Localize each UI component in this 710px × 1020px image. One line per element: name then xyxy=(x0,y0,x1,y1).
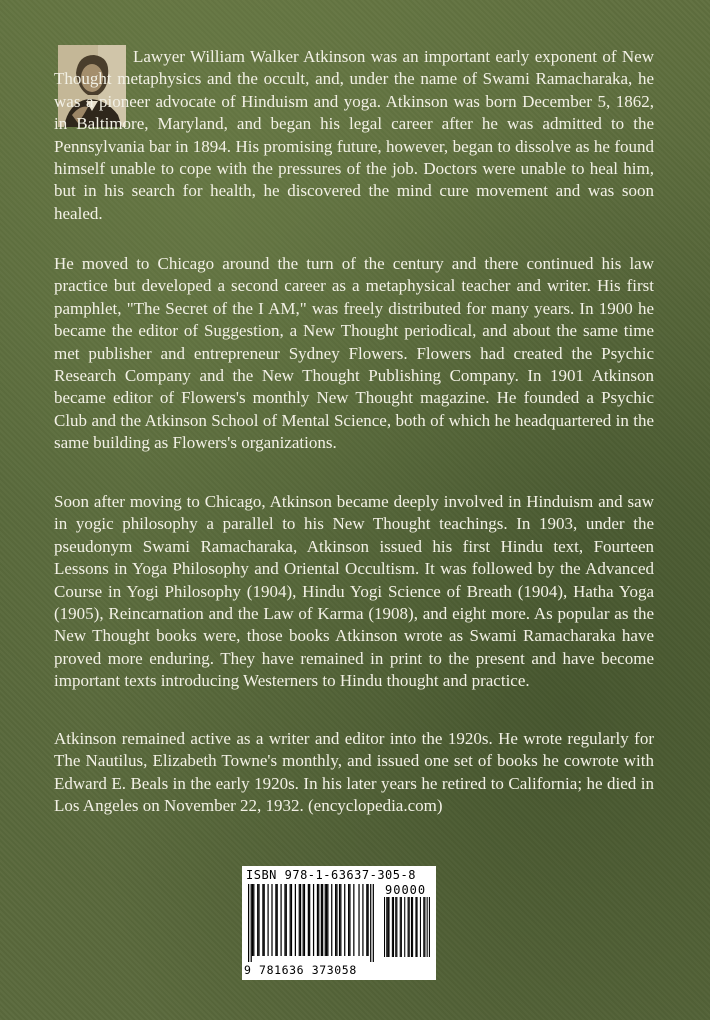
barcode-bar xyxy=(404,897,405,957)
barcode-bar xyxy=(429,897,430,957)
barcode-bar xyxy=(325,884,326,956)
barcode-bar xyxy=(335,884,336,956)
bio-paragraph-1: Lawyer William Walker Atkinson was an important early exponent of New Thought metaphysics and the occult, and, under the name of Swami Ramacharaka, he was a pioneer advocate of Hinduism and yoga. Atkinson was born December 5, 1862, in Baltimore, Maryland, and began his legal career after he was admitted to the Pennsylvania bar in 1894. His promising future, however, began to dissolve as he found himself unable to cope with the pressures of the job. Doctors were unable to heal him, but in his search for health, he discovered the mind cure movement and was soon healed. xyxy=(54,47,654,223)
barcode-bar xyxy=(318,884,319,956)
barcode-bar xyxy=(368,884,369,956)
barcode-bar xyxy=(271,884,272,956)
barcode-bar xyxy=(392,897,393,957)
barcode-bar xyxy=(417,897,418,957)
barcode-bar xyxy=(308,884,309,956)
barcode-bar xyxy=(358,884,359,956)
barcode-addon-number: 90000 xyxy=(385,883,427,897)
barcode-bar xyxy=(251,884,252,962)
barcode-bar xyxy=(424,897,425,957)
isbn-label: ISBN 978-1-63637-305-8 xyxy=(246,868,416,882)
barcode-bar xyxy=(304,884,305,956)
barcode-bar xyxy=(395,897,396,957)
barcode-bar xyxy=(258,884,259,956)
barcode-bar xyxy=(420,897,421,957)
barcode-bar xyxy=(349,884,350,956)
barcode-bar xyxy=(387,897,388,957)
barcode-bar xyxy=(362,884,363,956)
barcode-bar xyxy=(299,884,300,956)
barcode-bar xyxy=(415,897,416,957)
barcode-bar xyxy=(401,897,402,957)
bio-paragraph-4: Atkinson remained active as a writer and editor into the 1920s. He wrote regularly for The Nautilus, Elizabeth Towne's monthly, and issued one set of books he cowrote with Edward E. Beals in the early 1920s. In his later years he retired to California; he died in Los Angeles on November 22, 1932. (encyclopedia.com) xyxy=(54,729,654,816)
barcode-bar xyxy=(290,884,291,956)
barcode-bar xyxy=(336,884,337,956)
barcode-bar xyxy=(286,884,287,956)
barcode-bar xyxy=(264,884,265,956)
barcode-bar xyxy=(253,884,254,956)
barcode-bar xyxy=(427,897,428,957)
barcode-bar xyxy=(248,884,249,962)
barcode-bar xyxy=(262,884,263,956)
barcode-bar xyxy=(322,884,323,956)
isbn-barcode xyxy=(242,866,436,980)
barcode-bar xyxy=(366,884,367,956)
barcode-bar xyxy=(411,897,412,957)
barcode-bar xyxy=(340,884,341,956)
ean-number: 9 781636 373058 xyxy=(244,963,357,977)
bio-paragraph-2: He moved to Chicago around the turn of the century and there continued his law practice but developed a second career as a metaphysical teacher and writer. His first pamphlet, "The Secret of the I AM," was freely distributed for many years. In 1900 he became the editor of Suggestion, a New Thought periodical, and about the same time met publisher and entrepreneur Sydney Flowers. Flowers had created the Psychic Research Company and the New Thought Publishing Company. In 1901 Atkinson became editor of Flowers's monthly New Thought magazine. He founded a Psychic Club and the Atkinson School of Mental Science, both of which he headquartered in the same building as Flowers's organizations. xyxy=(54,254,654,453)
barcode-bar xyxy=(339,884,340,956)
barcode-bar xyxy=(344,884,345,956)
barcode-bar xyxy=(303,884,304,956)
barcode-bar xyxy=(384,897,385,957)
barcode-bar xyxy=(284,884,285,956)
barcode-bar xyxy=(277,884,278,956)
barcode-bar xyxy=(370,884,371,962)
barcode-bar xyxy=(412,897,413,957)
barcode-bar xyxy=(331,884,332,956)
barcode-bar xyxy=(321,884,322,956)
barcode-bar xyxy=(353,884,354,956)
addon-barcode-bars xyxy=(384,897,430,963)
barcode-bar xyxy=(252,884,253,956)
barcode-bar xyxy=(309,884,310,956)
barcode-bar xyxy=(409,897,410,957)
barcode-bar xyxy=(275,884,276,956)
barcode-bar xyxy=(388,897,389,957)
barcode-bar xyxy=(348,884,349,956)
ean-barcode-bars xyxy=(248,884,374,962)
barcode-bar xyxy=(396,897,397,957)
barcode-bar xyxy=(291,884,292,956)
barcode-bar xyxy=(317,884,318,956)
barcode-bar xyxy=(408,897,409,957)
barcode-bar xyxy=(386,897,387,957)
barcode-bar xyxy=(267,884,268,956)
barcode-bar xyxy=(257,884,258,956)
barcode-bar xyxy=(373,884,374,962)
barcode-bar xyxy=(393,897,394,957)
barcode-bar xyxy=(300,884,301,956)
barcode-bar xyxy=(327,884,328,956)
barcode-bar xyxy=(400,897,401,957)
bio-paragraph-3: Soon after moving to Chicago, Atkinson became deeply involved in Hinduism and saw in yogic philosophy a parallel to his New Thought teachings. In 1903, under the pseudonym Swami Ramacharaka, Atkinson issued his first Hindu text, Fourteen Lessons in Yoga Philosophy and Oriental Occultism. It was followed by the Advanced Course in Yogi Philosophy (1904), Hindu Yogi Science of Breath (1904), Hatha Yoga (1905), Reincarnation and the Law of Karma (1908), and eight more. As popular as the New Thought books were, those books Atkinson wrote as Swami Ramacharaka have proved more enduring. They have remained in print to the present and have become important texts introducing Westerners to Hindu thought and practice. xyxy=(54,492,654,691)
barcode-bar xyxy=(313,884,314,956)
barcode-bar xyxy=(295,884,296,956)
barcode-bar xyxy=(423,897,424,957)
barcode-bar xyxy=(326,884,327,956)
barcode-bar xyxy=(280,884,281,956)
